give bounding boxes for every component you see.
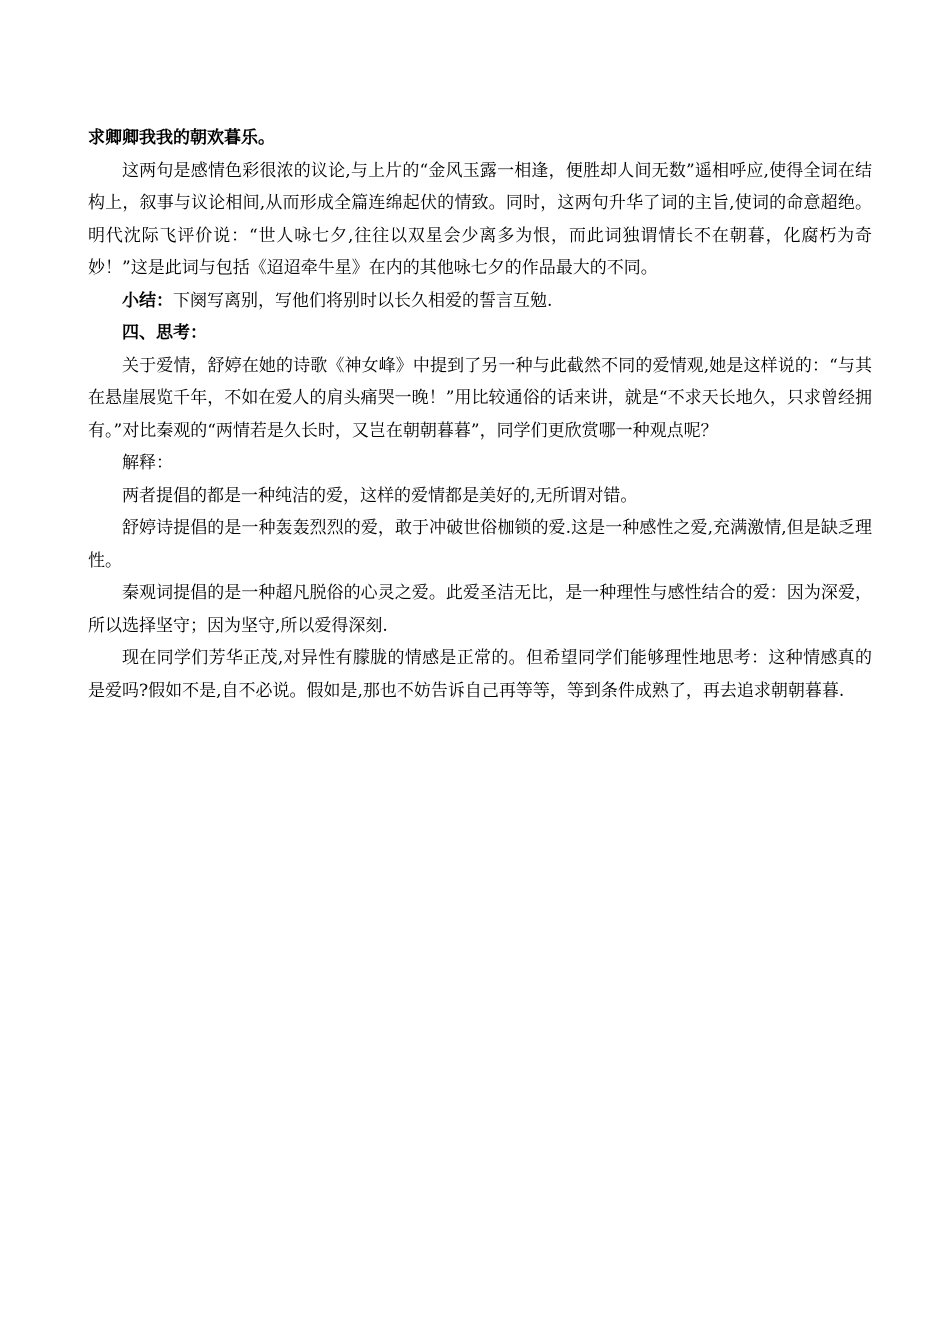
explain-label: 解释： <box>122 453 173 473</box>
paragraph-shuting-view: 舒婷诗提倡的是一种轰轰烈烈的爱，敢于冲破世俗枷锁的爱.这是一种感性之爱,充满激情,但是缺乏理性。 <box>88 518 872 571</box>
paragraph-analysis: 这两句是感情色彩很浓的议论,与上片的“金风玉露一相逢，便胜却人间无数”遥相呼应,使得全词在结构上，叙事与议论相间,从而形成全篇连绵起伏的情致。同时，这两句升华了词的主旨,使词的命意超绝。明代沈际飞评价说：“世人咏七夕,往往以双星会少离多为恨，而此词独谓情长不在朝暮，化腐朽为奇妙！”这是此词与包括《迢迢牵牛星》在内的其他咏七夕的作品最大的不同。 <box>88 160 873 278</box>
document-body <box>88 122 872 707</box>
paragraph-advice: 现在同学们芳华正茂,对异性有朦胧的情感是正常的。但希望同学们能够理性地思考：这种情感真的是爱吗?假如不是,自不必说。假如是,那也不妨告诉自己再等等，等到条件成熟了，再去追求朝朝暮暮. <box>88 648 872 701</box>
summary-text: 下阕写离别，写他们将别时以长久相爱的誓言互勉. <box>173 290 553 311</box>
lead-line: 求卿卿我我的朝欢暮乐。 <box>88 128 275 148</box>
section-heading: 四、思考： <box>122 323 207 343</box>
summary-label: 小结： <box>122 290 173 311</box>
paragraph-question: 关于爱情，舒婷在她的诗歌《神女峰》中提到了另一种与此截然不同的爱情观,她是这样说的：“与其在悬崖展览千年，不如在爱人的肩头痛哭一晚！”用比较通俗的话来讲，就是“不求天长地久，只求曾经拥有。”对比秦观的“两情若是久长时，又岂在朝朝暮暮”，同学们更欣赏哪一种观点呢？ <box>88 355 872 441</box>
paragraph-both-views: 两者提倡的都是一种纯洁的爱，这样的爱情都是美好的,无所谓对错。 <box>122 485 638 506</box>
summary-paragraph <box>88 285 872 318</box>
paragraph-qinguan-view: 秦观词提倡的是一种超凡脱俗的心灵之爱。此爱圣洁无比，是一种理性与感性结合的爱：因为深爱，所以选择坚守；因为坚守,所以爱得深刻. <box>88 583 872 636</box>
